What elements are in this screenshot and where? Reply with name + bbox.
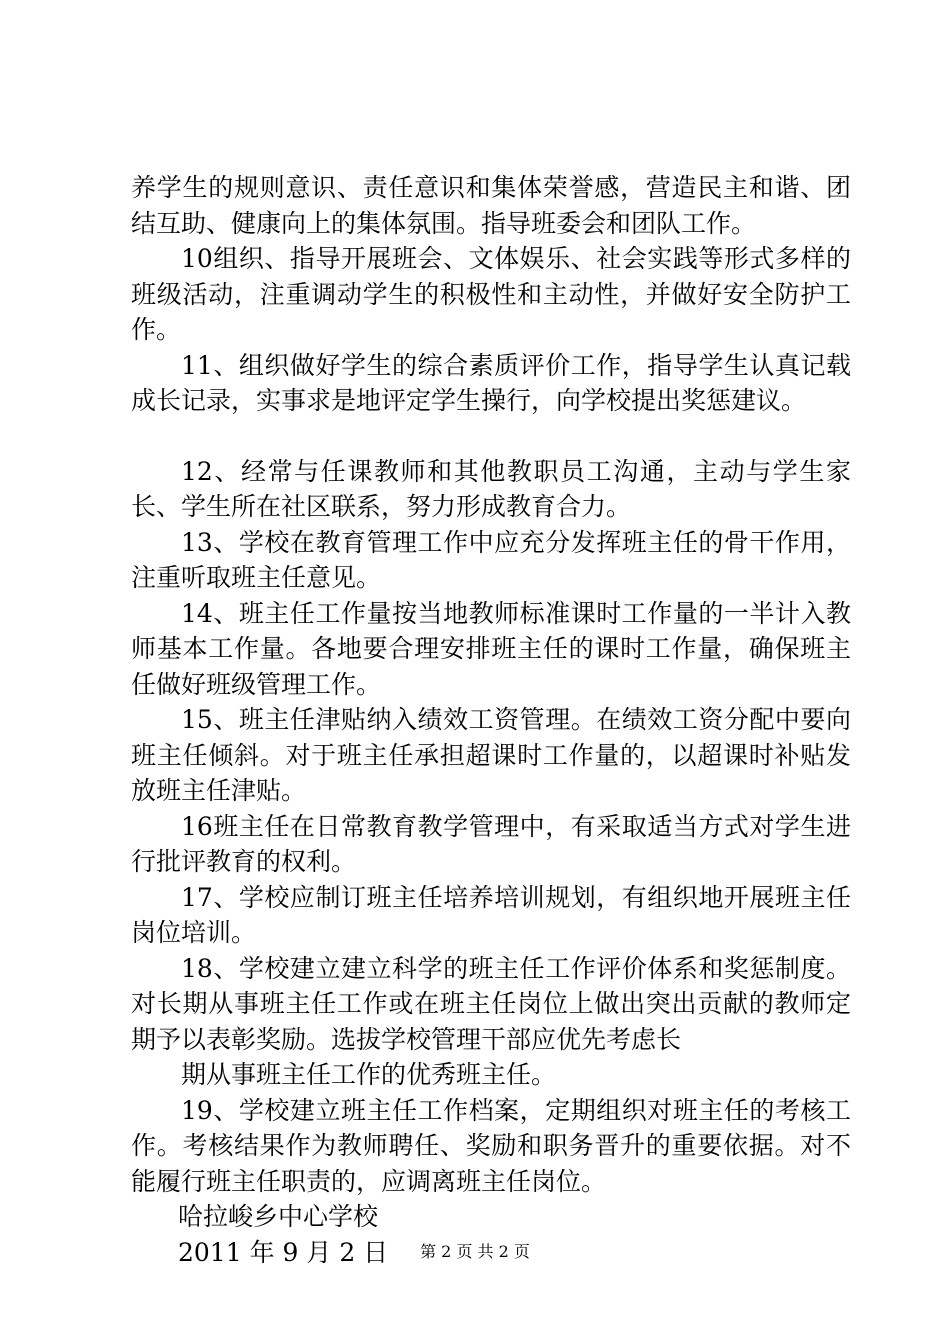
- page-footer: [0, 1242, 950, 1262]
- paragraph-item-15: 15、班主任津贴纳入绩效工资管理。在绩效工资分配中要向班主任倾斜。对于班主任承担超课时工作量的，以超课时补贴发放班主任津贴。: [131, 705, 851, 805]
- paragraph-item-12: 12、经常与任课教师和其他教职员工沟通，主动与学生家长、学生所在社区联系，努力形成教育合力。: [131, 456, 851, 521]
- paragraph-item-11: 11、组织做好学生的综合素质评价工作，指导学生认真记载成长记录，实事求是地评定学生操行，向学校提出奖惩建议。: [131, 350, 851, 415]
- paragraph-item-18-continued: 期从事班主任工作的优秀班主任。: [181, 1060, 557, 1089]
- paragraph-item-10: 10组织、指导开展班会、文体娱乐、社会实践等形式多样的班级活动，注重调动学生的积极性和主动性，并做好安全防护工作。: [131, 244, 851, 344]
- page-number: 第 2 页 共 2 页: [420, 1242, 530, 1261]
- paragraph-item-17: 17、学校应制订班主任培养培训规划，有组织地开展班主任岗位培训。: [131, 882, 851, 947]
- paragraph-item-13: 13、学校在教育管理工作中应充分发挥班主任的骨干作用，注重听取班主任意见。: [131, 527, 851, 592]
- paragraph-item-16: 16班主任在日常教育教学管理中，有采取适当方式对学生进行批评教育的权利。: [131, 811, 851, 876]
- signature-organization: 哈拉峻乡中心学校: [178, 1202, 379, 1231]
- paragraph-item-14: 14、班主任工作量按当地教师标准课时工作量的一半计入教师基本工作量。各地要合理安排班主任的课时工作量，确保班主任做好班级管理工作。: [131, 598, 851, 699]
- paragraph-continued: 养学生的规则意识、责任意识和集体荣誉感，营造民主和谐、团结互助、健康向上的集体氛围。指导班委会和团队工作。: [131, 173, 851, 238]
- document-body: [131, 170, 851, 1270]
- paragraph-item-19: 19、学校建立班主任工作档案，定期组织对班主任的考核工作。考核结果作为教师聘任、奖励和职务晋升的重要依据。对不能履行班主任职责的，应调离班主任岗位。: [131, 1095, 851, 1196]
- signature-date: 2011 年 9 月 2 日: [178, 1237, 389, 1267]
- paragraph-item-18: 18、学校建立建立科学的班主任工作评价体系和奖惩制度。对长期从事班主任工作或在班主任岗位上做出突出贡献的教师定期予以表彰奖励。选拔学校管理干部应优先考虑长: [131, 953, 851, 1054]
